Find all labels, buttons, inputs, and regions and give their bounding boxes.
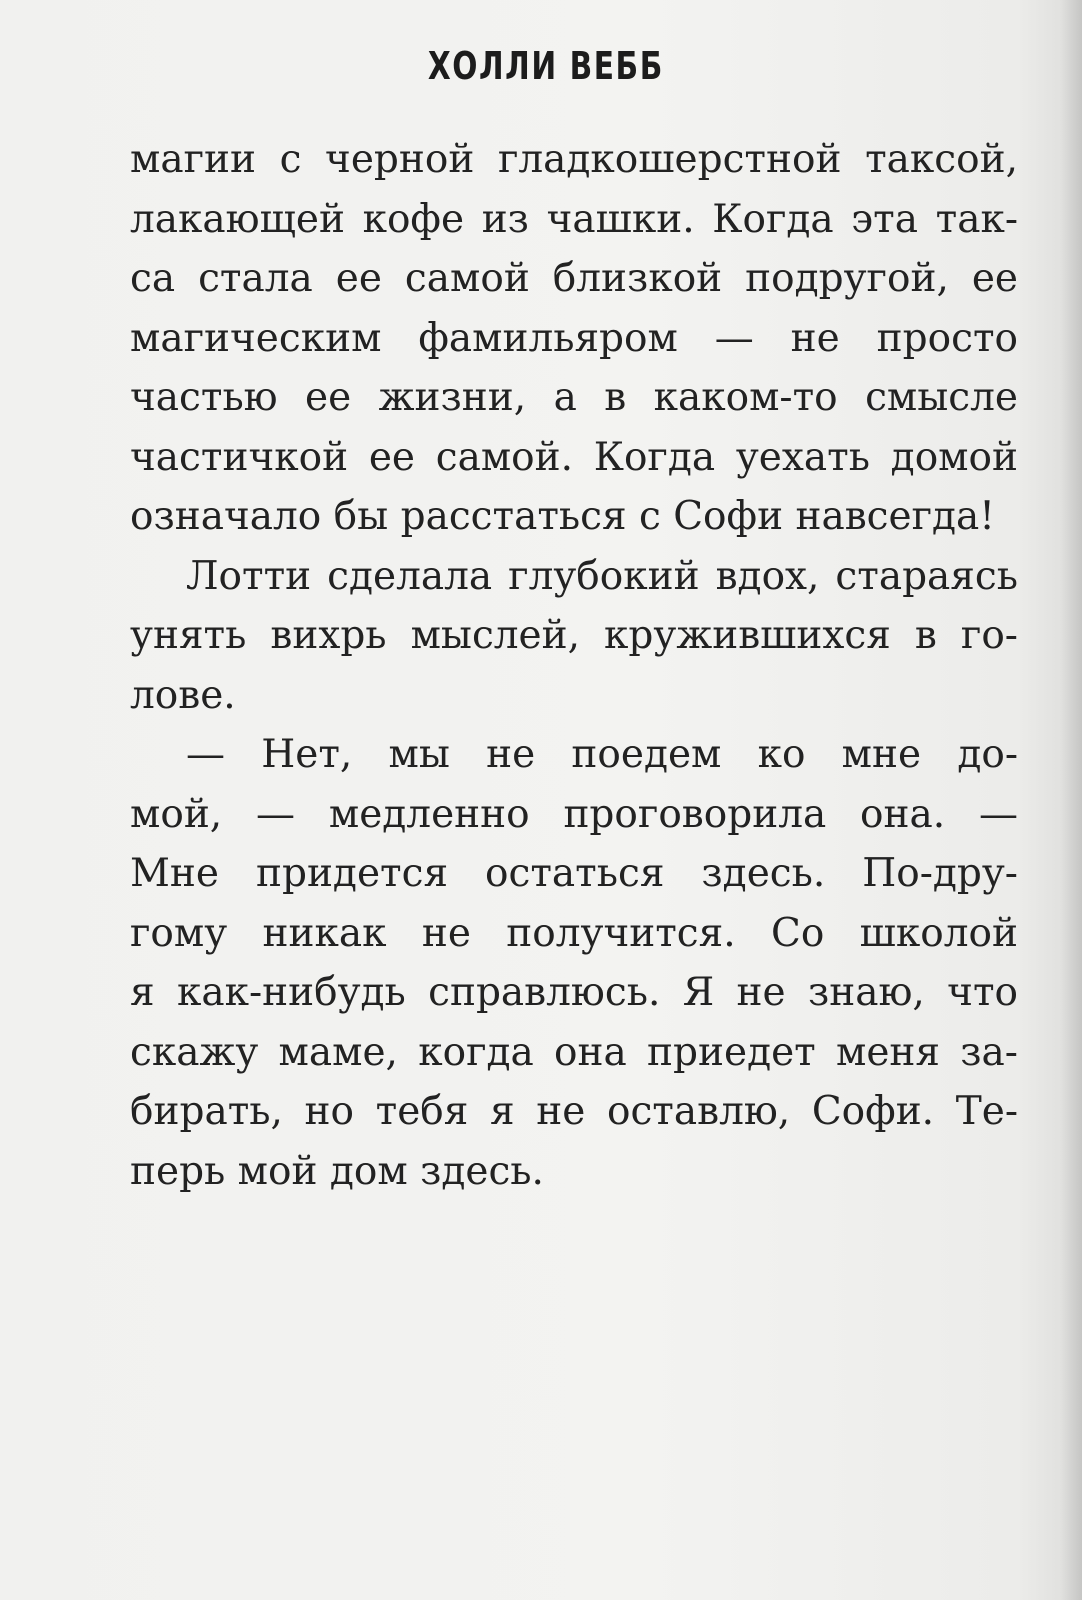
page-edge-shadow	[1060, 0, 1082, 1600]
text-line: перь мой дом здесь.	[130, 1148, 544, 1194]
text-line: бирать, но тебя я не оставлю, Софи. Те-	[130, 1089, 1018, 1134]
text-line: означало бы расстаться с Софи навсегда!	[130, 494, 995, 539]
text-line: частью ее жизни, а в каком-то смысле	[130, 375, 1018, 420]
text-line: — Нет, мы не поедем ко мне до-	[186, 732, 1018, 777]
body-text	[130, 130, 1018, 1201]
text-line: гому никак не получится. Со школой	[130, 910, 1018, 956]
text-line: я как-нибудь справлюсь. Я не знаю, что	[130, 970, 1018, 1015]
text-line: скажу маме, когда она приедет меня за-	[130, 1029, 1018, 1075]
text-line: унять вихрь мыслей, кружившихся в го-	[130, 613, 1018, 658]
text-line: са стала ее самой близкой подругой, ее	[130, 256, 1018, 301]
running-head: ХОЛЛИ ВЕББ	[427, 44, 664, 88]
text-line: мой, — медленно проговорила она. —	[130, 791, 1018, 837]
text-line: магическим фамильяром — не просто	[130, 315, 1018, 361]
text-line: Лотти сделала глубокий вдох, стараясь	[186, 553, 1018, 599]
text-line: частичкой ее самой. Когда уехать домой	[130, 434, 1018, 480]
text-line: Мне придется остаться здесь. По-дру-	[130, 851, 1018, 896]
text-line: лове.	[130, 672, 236, 718]
text-line: магии с черной гладкошерстной таксой,	[130, 137, 1018, 182]
text-line: лакающей кофе из чашки. Когда эта так-	[130, 196, 1018, 242]
